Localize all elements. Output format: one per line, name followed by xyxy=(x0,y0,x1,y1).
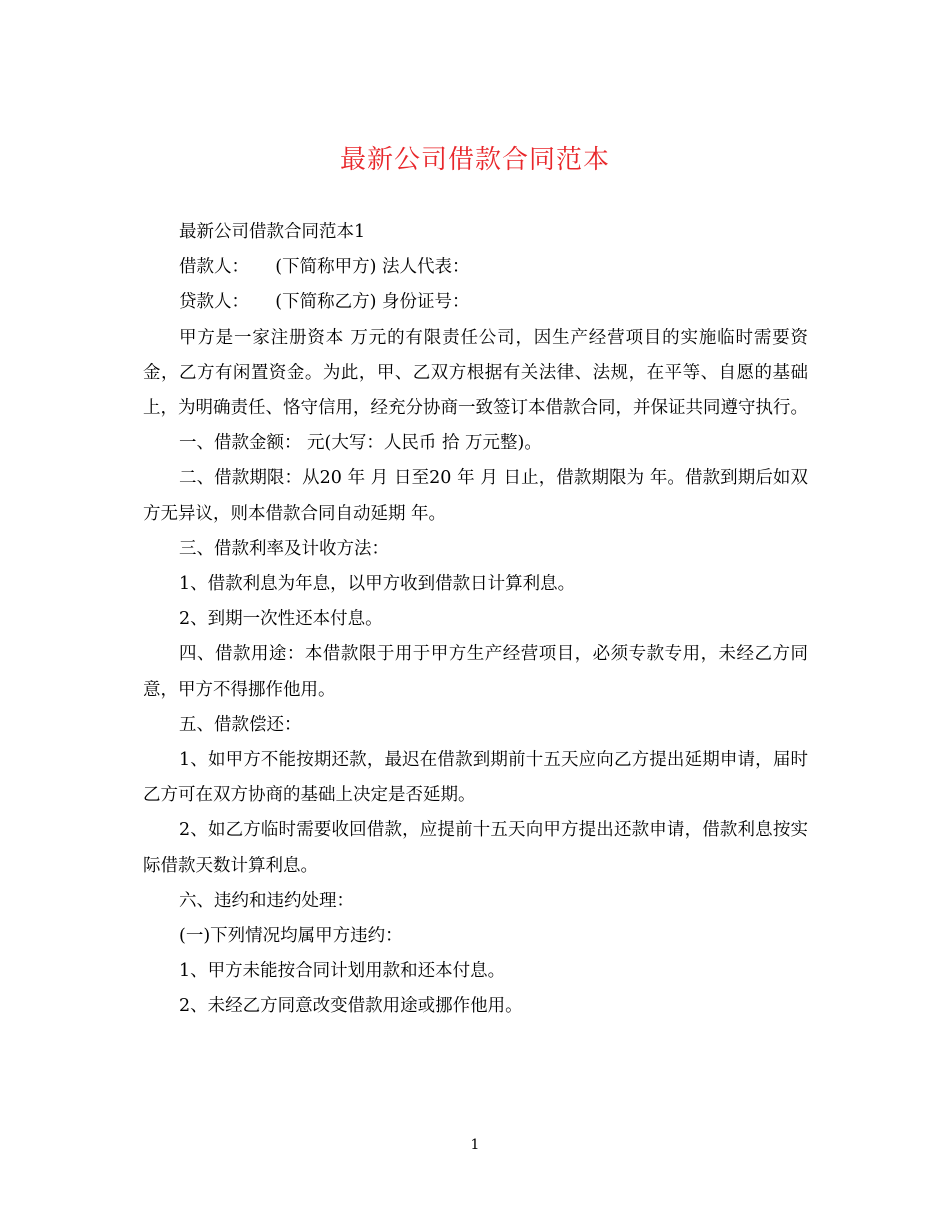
paragraph-breach-heading: 六、违约和违约处理： xyxy=(179,890,354,911)
paragraph-lender: 贷款人： (下简称乙方) 身份证号： xyxy=(179,292,470,313)
paragraph-interest-2: 2、到期一次性还本付息。 xyxy=(179,609,383,630)
page-number: 1 xyxy=(470,1137,480,1153)
paragraph-loan-term: 二、借款期限：从20 年 月 日至20 年 月 日止，借款期限为 年。借款到期后如双方无异议，则本借款合同自动延期 年。 xyxy=(143,468,808,524)
paragraph-repayment-1: 1、如甲方不能按期还款，最迟在借款到期前十五天应向乙方提出延期申请，届时乙方可在双方协商的基础上决定是否延期。 xyxy=(143,750,808,806)
paragraph-borrower: 借款人： (下简称甲方) 法人代表： xyxy=(179,257,470,278)
paragraph-breach-2: 2、未经乙方同意改变借款用途或挪作他用。 xyxy=(179,996,523,1017)
paragraph-loan-purpose: 四、借款用途：本借款限于用于甲方生产经营项目，必须专款专用，未经乙方同意，甲方不得挪作他用。 xyxy=(143,644,808,700)
paragraph-repayment-heading: 五、借款偿还： xyxy=(179,714,302,735)
document-title: 最新公司借款合同范本 xyxy=(339,145,610,175)
paragraph-repayment-2: 2、如乙方临时需要收回借款，应提前十五天向甲方提出还款申请，借款利息按实际借款天数计算利息。 xyxy=(143,820,808,876)
paragraph-breach-subheading: (一)下列情况均属甲方违约： xyxy=(179,926,403,947)
paragraph-loan-amount: 一、借款金额： 元(大写：人民币 拾 万元整)。 xyxy=(179,433,542,454)
paragraph-breach-1: 1、甲方未能按合同计划用款和还本付息。 xyxy=(179,961,506,982)
paragraph-preamble: 甲方是一家注册资本 万元的有限责任公司，因生产经营项目的实施临时需要资金，乙方有闲置资金。为此，甲、乙双方根据有关法律、法规，在平等、自愿的基础上，为明确责任、恪守信用，经充分协商一致签订本借款合同，并保证共同遵守执行。 xyxy=(143,327,808,419)
paragraph-interest-heading: 三、借款利率及计收方法： xyxy=(179,538,389,559)
paragraph-interest-1: 1、借款利息为年息，以甲方收到借款日计算利息。 xyxy=(179,574,576,595)
document-body xyxy=(143,215,808,1025)
paragraph-heading: 最新公司借款合同范本1 xyxy=(179,222,366,242)
